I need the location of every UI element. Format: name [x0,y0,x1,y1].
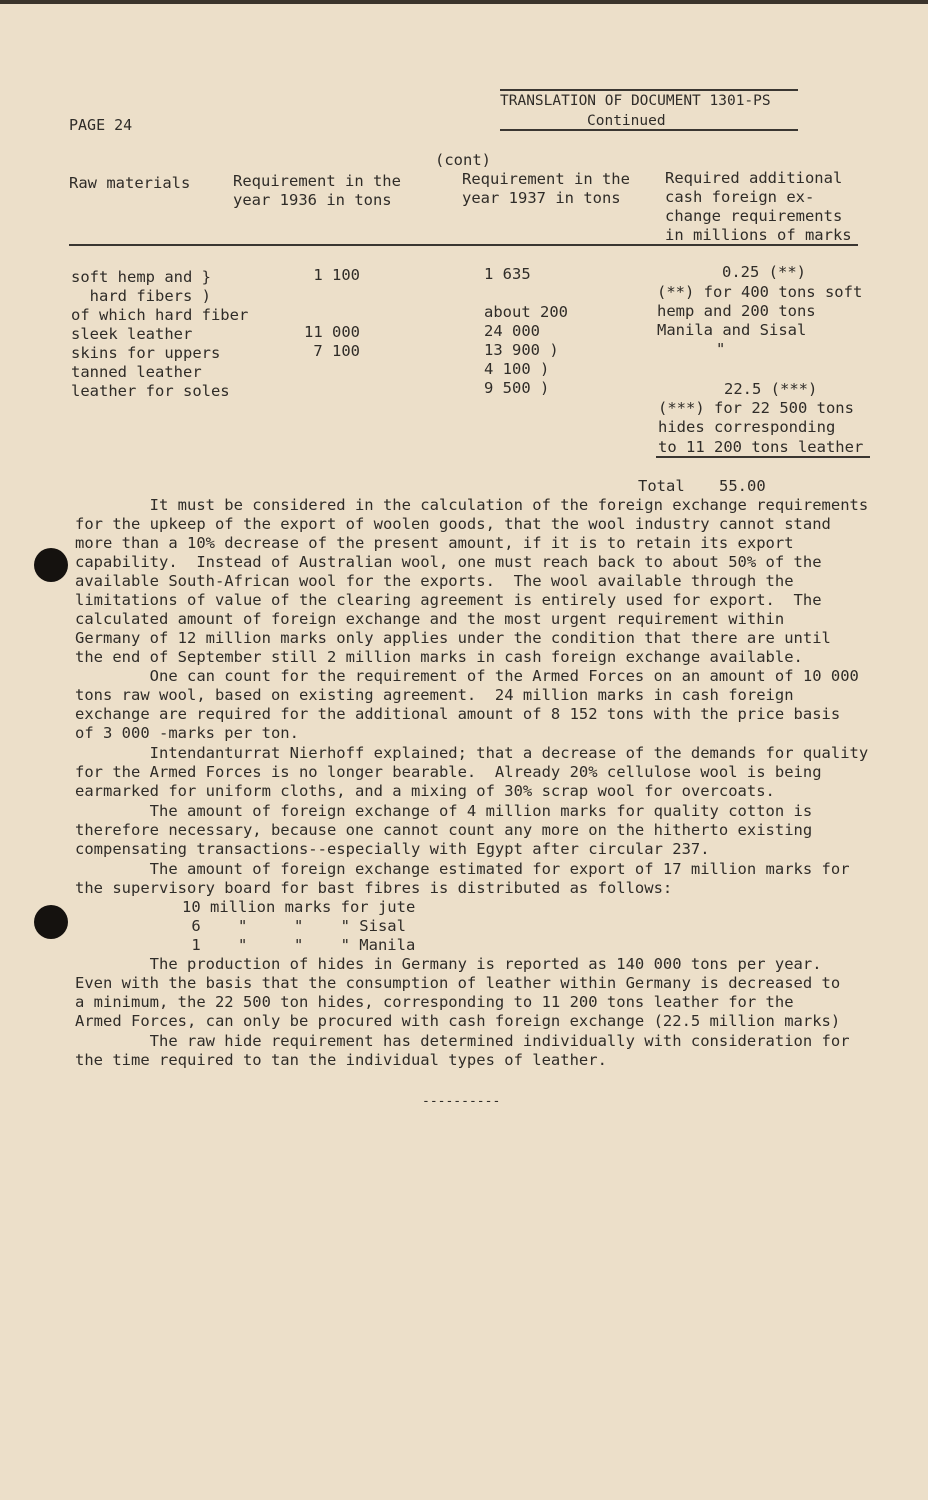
note-text-leather-last: to 11 200 tons leather [658,438,864,456]
title-overline [500,89,798,91]
column-1937: 1 635 about 200 24 000 13 900 ) 4 100 ) 9 500 ) [484,265,568,397]
materials-column: soft hemp and } hard fibers ) of which hard fiber sleek leather skins for uppers tanned leather leather for soles [71,268,249,400]
paragraph-nierhoff: Intendanturrat Nierhoff explained; that a decrease of the demands for quality for the Armed Forces is no longer bearable. Already 20% cellulose wool is being earmarked for uniform cloths, and a mixing of 30% scrap wool for overcoats. [75,744,869,800]
distribution-manila: 1 " " " Manila [182,936,416,954]
total-value: 55.00 [719,477,766,495]
end-mark: ---------- [422,1094,501,1109]
header-raw-materials: Raw materials [69,174,191,192]
paragraph-bast-fibres: The amount of foreign exchange estimated for export of 17 million marks for the supervisory board for bast fibres is distributed as follows: [75,860,850,897]
paragraph-hides: The production of hides in Germany is reported as 140 000 tons per year. Even with the basis that the consumption of leather within Germany is decreased to a minimum, the 22 500 ton hides, corresponding to 11 200 tons leather for the Armed Forces, can only be procured with cash foreign exchange (22.5 million marks) [75,955,841,1030]
note-text-leather: (***) for 22 500 tons hides corresponding [658,399,854,436]
punch-hole-upper [34,548,68,582]
paragraph-raw-wool: One can count for the requirement of the Armed Forces on an amount of 10 000 tons raw wool, based on existing agreement. 24 million marks in cash foreign exchange are required for the additional amount of 8 152 tons with the price basis of 3 000 -marks per ton. [75,667,859,742]
punch-hole-lower [34,905,68,939]
note-amount-leather: 22.5 (***) [724,380,818,398]
title-underline [500,129,798,131]
page-label: PAGE 24 [69,116,133,134]
header-requirement-1937: Requirement in the year 1937 in tons [462,170,630,207]
header-additional-exchange: Required additional cash foreign ex- change requirements in millions of marks [665,169,852,244]
document-title: TRANSLATION OF DOCUMENT 1301-PS [500,93,771,109]
note-text-hemp: (**) for 400 tons soft hemp and 200 tons Manila and Sisal [657,283,863,339]
total-label: Total [638,477,685,495]
ditto-mark: " [716,340,726,358]
notes-underline [656,456,870,458]
column-1936: 1 100 11 000 7 100 [304,266,360,360]
header-rule [69,244,858,246]
cont-label: (cont) [435,151,491,169]
paragraph-wool-exports: It must be considered in the calculation of the foreign exchange requirements for the upkeep of the export of woolen goods, that the wool industry cannot stand more than a 10% decrease of the present amount, if it is to retain its export capability. Instead of Australian wool, one must reach back to about 50% of the available South-African wool for the exports. The wool available through the limitations of value of the clearing agreement is entirely used for export. The calculated amount of foreign exchange and the most urgent requirement within Germany of 12 million marks only applies under the condition that there are until the end of September still 2 million marks in cash foreign exchange available. [75,496,869,666]
distribution-jute: 10 million marks for jute [182,898,416,916]
paragraph-raw-hide: The raw hide requirement has determined individually with consideration for the time required to tan the individual types of leather. [75,1032,850,1069]
top-edge-band [0,0,928,4]
distribution-sisal: 6 " " " Sisal [182,917,406,935]
document-subtitle: Continued [587,113,666,129]
note-amount-hemp: 0.25 (**) [722,263,806,281]
header-requirement-1936: Requirement in the year 1936 in tons [233,172,401,209]
paragraph-cotton: The amount of foreign exchange of 4 million marks for quality cotton is therefore necessary, because one cannot count any more on the hitherto existing compensating transactions--especially with Egypt after circular 237. [75,802,813,858]
